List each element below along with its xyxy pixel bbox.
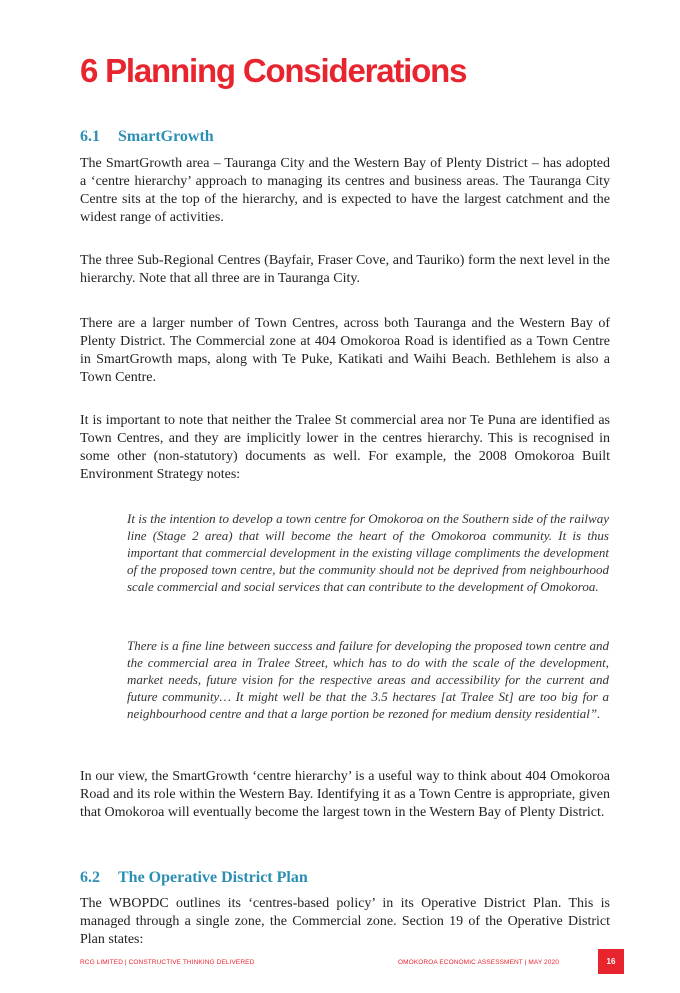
section-title: SmartGrowth [118, 128, 214, 145]
section-title: The Operative District Plan [118, 869, 308, 886]
page-number-badge: 16 [598, 949, 624, 974]
section-heading-smartgrowth [80, 128, 214, 146]
paragraph-town-centres: There are a larger number of Town Centres, across both Tauranga and the Western Bay of Plenty District. The Commercial zone at 404 Omokoroa Road is identified as a Town Centre in SmartGrowth maps, along with Te Puke, Katikati and Waihi Beach. Bethlehem is also a Town Centre. [80, 316, 610, 385]
footer-document-title: OMOKOROA ECONOMIC ASSESSMENT | MAY 2020 [398, 959, 559, 966]
section-heading-operative-district-plan [80, 869, 308, 887]
paragraph-wbopdc-policy: The WBOPDC outlines its ‘centres-based policy’ in its Operative District Plan. This is managed through a single zone, the Commercial zone. Section 19 of the Operative District Plan states: [80, 896, 610, 947]
page-title: 6 Planning Considerations [80, 52, 467, 89]
quote-town-centre-intention: It is the intention to develop a town centre for Omokoroa on the Southern side of the railway line (Stage 2 area) that will become the heart of the Omokoroa community. It is thus important that commercial development in the existing village compliments the development of the proposed town centre, but the community should not be deprived from neighbourhood scale commercial and social services that can contribute to the development of Omokoroa. [127, 511, 609, 594]
paragraph-tralee-st: It is important to note that neither the Tralee St commercial area nor Te Puna are identified as Town Centres, and they are implicitly lower in the centres hierarchy. This is recognised in some other (non-statutory) documents as well. For example, the 2008 Omokoroa Built Environment Strategy notes: [80, 413, 610, 482]
paragraph-our-view: In our view, the SmartGrowth ‘centre hierarchy’ is a useful way to think about 404 Omokoroa Road and its role within the Western Bay. Identifying it as a Town Centre is appropriate, given that Omokoroa will eventually become the largest town in the Western Bay of Plenty District. [80, 769, 610, 820]
paragraph-centre-hierarchy: The SmartGrowth area – Tauranga City and the Western Bay of Plenty District – has adopted a ‘centre hierarchy’ approach to managing its centres and business areas. The Tauranga City Centre sits at the top of the hierarchy, and is expected to have the largest catchment and the widest range of activities. [80, 156, 610, 225]
quote-fine-line: There is a fine line between success and failure for developing the proposed town centre and the commercial area in Tralee Street, which has to do with the scale of the development, market needs, future vision for the respective areas and accessibility for the current and future community… It might well be that the 3.5 hectares [at Tralee St] are too big for a neighbourhood centre and that a large portion be rezoned for medium density residential”. [127, 638, 609, 721]
paragraph-sub-regional-centres: The three Sub-Regional Centres (Bayfair, Fraser Cove, and Tauriko) form the next level in the hierarchy. Note that all three are in Tauranga City. [80, 253, 610, 286]
section-number: 6.2 [80, 869, 100, 886]
section-number: 6.1 [80, 128, 100, 145]
footer-company: RCG LIMITED | CONSTRUCTIVE THINKING DELIVERED [80, 959, 255, 966]
